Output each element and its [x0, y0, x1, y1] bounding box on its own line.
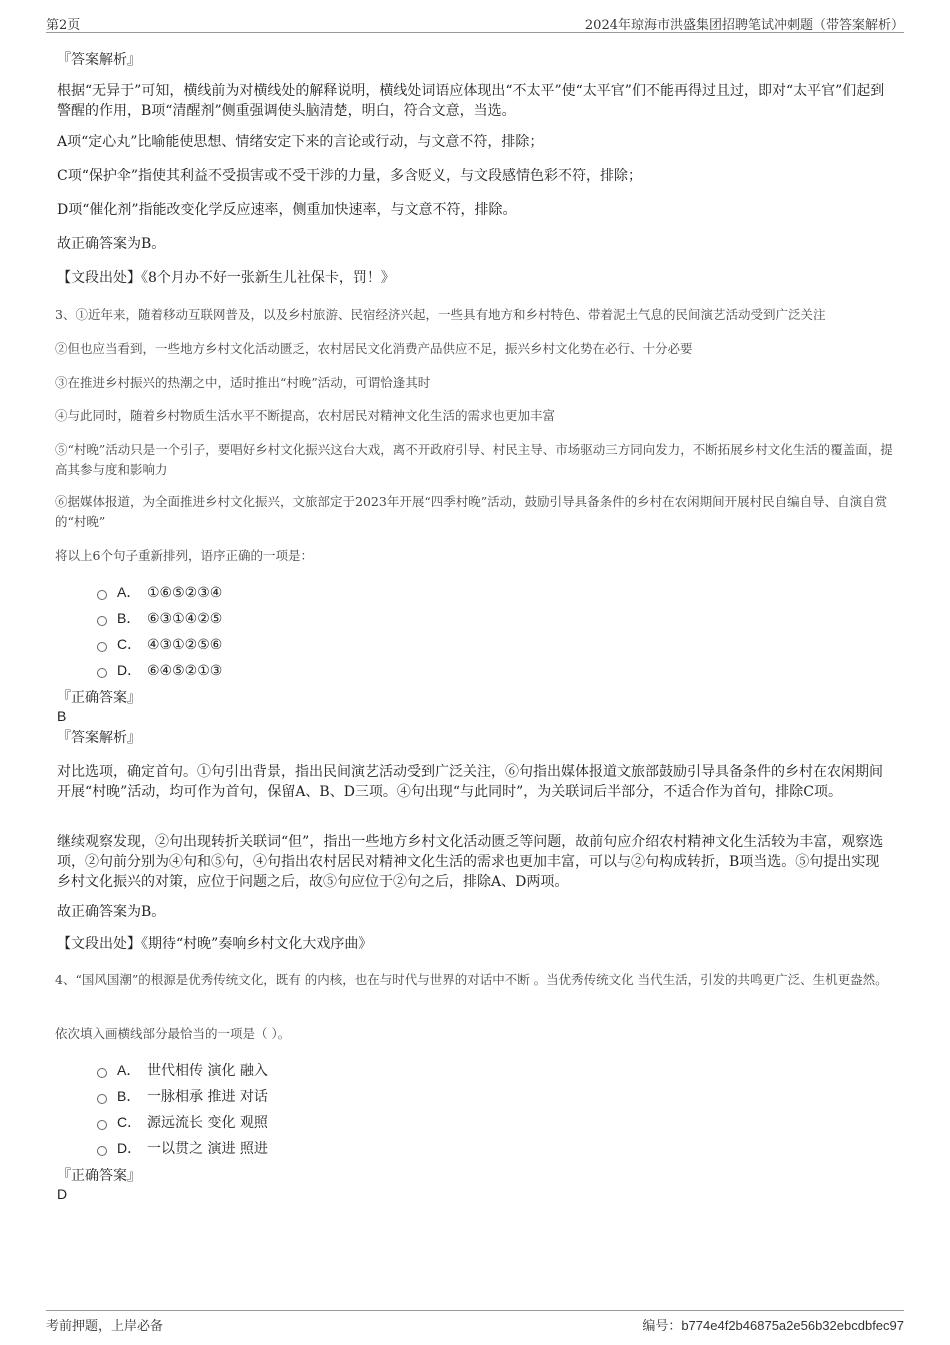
q3-prompt: 将以上6个句子重新排列，语序正确的一项是： [55, 548, 313, 563]
q2-analysis-p4: D项“催化剂”指能改变化学反应速率，侧重加快速率，与文意不符，排除。 [57, 202, 517, 218]
q3-answer: B [57, 708, 67, 724]
q3-sentence-1: 3、①近年来，随着移动互联网普及，以及乡村旅游、民宿经济兴起，一些具有地方和乡村特色、带着泥土气息的民间演艺活动受到广泛关注 [55, 307, 826, 322]
q3-sentence-3: ③在推进乡村振兴的热潮之中，适时推出“村晚”活动，可谓恰逢其时 [55, 375, 431, 390]
q4-prompt: 依次填入画横线部分最恰当的一项是（ ）。 [55, 1026, 291, 1041]
radio-icon[interactable] [97, 1068, 107, 1078]
q3-sentence-6: ⑥据媒体报道，为全面推进乡村文化振兴，文旅部定于2023年开展“四季村晚”活动，鼓励引导具备条件的乡村在农闲期间开展村民自编自导、自演自赏的“村晚” [55, 494, 888, 529]
q4-option-d[interactable]: D． 一以贯之 演进 照进 [97, 1138, 268, 1159]
page-footer [46, 1310, 904, 1333]
q4-answer: D [57, 1186, 68, 1202]
q4-stem: 4、“国风国潮”的根源是优秀传统文化，既有 的内核，也在与时代与世界的对话中不断 。当优秀传统文化 当代生活，引发的共鸣更广泛、生机更盎然。 [55, 972, 888, 987]
q4-option-b[interactable]: B． 一脉相承 推进 对话 [97, 1086, 268, 1107]
q3-sentence-2: ②但也应当看到，一些地方乡村文化活动匮乏，农村居民文化消费产品供应不足，振兴乡村文化势在必行、十分必要 [55, 341, 693, 356]
document-title: 2024年琼海市洪盛集团招聘笔试冲刺题（带答案解析） [584, 18, 904, 33]
radio-icon[interactable] [97, 616, 107, 626]
q3-option-c[interactable]: C． ④③①②⑤⑥ [97, 634, 222, 655]
q3-sentence-4: ④与此同时，随着乡村物质生活水平不断提高，农村居民对精神文化生活的需求也更加丰富 [55, 408, 556, 423]
q4-option-a[interactable]: A． 世代相传 演化 融入 [97, 1060, 268, 1081]
page-header [46, 12, 904, 33]
q3-analysis-p3: 故正确答案为B。 [57, 904, 166, 920]
q3-analysis-p1: 对比选项，确定首句。①句引出背景，指出民间演艺活动受到广泛关注，⑥句指出媒体报道文旅部鼓励引导具备条件的乡村在农闲期间开展“村晚”活动，均可作为首句，保留A、B、D三项。④句出现“与此同时”，为关联词后半部分，不适合作为首句，排除C项。 [57, 764, 883, 800]
footer-slogan: 考前押题，上岸必备 [46, 1319, 164, 1334]
q2-analysis-p3: C项“保护伞”指使其利益不受损害或不受干涉的力量，多含贬义，与文段感情色彩不符，排除； [57, 168, 643, 184]
radio-icon[interactable] [97, 1094, 107, 1104]
q2-analysis-label: 『答案解析』 [57, 52, 141, 68]
page-number: 第2页 [46, 18, 81, 33]
q3-option-a[interactable]: A． ①⑥⑤②③④ [97, 582, 222, 603]
q3-source: 【文段出处】《期待“村晚”奏响乡村文化大戏序曲》 [57, 936, 373, 952]
radio-icon[interactable] [97, 590, 107, 600]
radio-icon[interactable] [97, 642, 107, 652]
q3-option-d[interactable]: D． ⑥④⑤②①③ [97, 660, 222, 681]
radio-icon[interactable] [97, 1146, 107, 1156]
q2-analysis-p5: 故正确答案为B。 [57, 236, 166, 252]
q4-option-c[interactable]: C． 源远流长 变化 观照 [97, 1112, 268, 1133]
q3-analysis-label: 『答案解析』 [57, 730, 141, 746]
q3-analysis-p2: 继续观察发现，②句出现转折关联词“但”，指出一些地方乡村文化活动匮乏等问题，故前句应介绍农村精神文化生活较为丰富，观察选项，②句前分别为④句和⑤句，④句指出农村居民对精神文化生活的需求也更加丰富，可以与②句构成转折，B项当选。⑤句提出实现乡村文化振兴的对策，应位于问题之后，故⑤句应位于②句之后，排除A、D两项。 [57, 834, 884, 890]
q3-sentence-5: ⑤“村晚”活动只是一个引子，要唱好乡村文化振兴这台大戏，离不开政府引导、村民主导、市场驱动三方同向发力，不断拓展乡村文化生活的覆盖面，提高其参与度和影响力 [55, 442, 893, 477]
radio-icon[interactable] [97, 1120, 107, 1130]
q2-source: 【文段出处】《8个月办不好一张新生儿社保卡，罚！》 [57, 270, 395, 286]
q2-analysis-p2: A项“定心丸”比喻能使思想、情绪安定下来的言论或行动，与文意不符，排除； [57, 134, 544, 150]
q3-option-b[interactable]: B． ⑥③①④②⑤ [97, 608, 222, 629]
q3-answer-label: 『正确答案』 [57, 690, 141, 706]
q2-analysis-p1: 根据“无异于”可知，横线前为对横线处的解释说明，横线处词语应体现出“不太平”使“太平官”们不能再得过且过，即对“太平官”们起到警醒的作用，B项“清醒剂”侧重强调使头脑清楚，明白，符合文意，当选。 [57, 83, 885, 119]
document-id: 编号：b774e4f2b46875a2e56b32ebcdbfec97 [642, 1318, 904, 1333]
radio-icon[interactable] [97, 668, 107, 678]
q4-answer-label: 『正确答案』 [57, 1168, 141, 1184]
